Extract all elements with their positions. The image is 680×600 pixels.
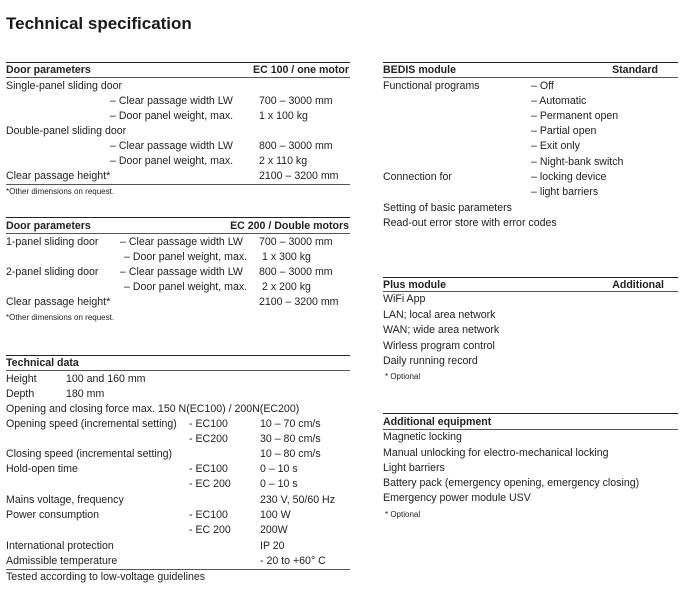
row-model: - EC 200 <box>189 478 231 490</box>
row-label: – Door panel weight, max. <box>110 155 234 167</box>
section-title: Additional equipment <box>383 416 492 428</box>
footnote: *Other dimensions on request. <box>6 313 115 322</box>
section-title: Door parameters <box>6 64 91 76</box>
section-header-rule <box>383 429 678 430</box>
list-item: – light barriers <box>531 186 599 198</box>
row-label: – Door panel weight, max. <box>110 110 234 122</box>
list-item: – Night-bank switch <box>531 156 624 168</box>
row-model: - EC100 <box>189 509 228 521</box>
row-label: Setting of basic parameters <box>383 202 512 214</box>
row-group-label: 2-panel sliding door <box>6 266 99 278</box>
row-model: - EC100 <box>189 463 228 475</box>
row-value: 230 V, 50/60 Hz <box>260 494 335 506</box>
row-label: – Clear passage width LW <box>120 236 243 248</box>
row-value: 10 – 70 cm/s <box>260 418 321 430</box>
footnote: *Other dimensions on request. <box>6 187 115 196</box>
row-label: Mains voltage, frequency <box>6 494 124 506</box>
row-label: – Door panel weight, max. <box>124 251 248 263</box>
list-item: WiFi App <box>383 293 426 305</box>
section-header-rule <box>6 77 350 78</box>
row-value: 10 – 80 cm/s <box>260 448 321 460</box>
section-header-rule <box>6 370 350 371</box>
row-label: Power consumption <box>6 509 100 521</box>
section-top-rule <box>6 355 350 356</box>
list-item: Manual unlocking for electro-mechanical locking <box>383 447 609 459</box>
section-header-rule <box>6 233 350 234</box>
row-label: Functional programs <box>383 80 480 92</box>
list-item: – Off <box>531 80 554 92</box>
row-value: 0 – 10 s <box>260 478 298 490</box>
row-value: 200W <box>260 524 288 536</box>
row-label: Clear passage height* <box>6 170 111 182</box>
row-label: – Clear passage width LW <box>120 266 243 278</box>
row-label: International protection <box>6 540 114 552</box>
section-top-rule <box>6 62 350 63</box>
row-value: - 20 to +60° C <box>260 555 326 567</box>
row-value: 2100 – 3200 mm <box>259 296 339 308</box>
row-value: IP 20 <box>260 540 285 552</box>
row-label: Admissible temperature <box>6 555 118 567</box>
row-label: – Clear passage width LW <box>110 95 233 107</box>
section-top-rule <box>383 62 678 63</box>
section-title: Technical data <box>6 357 79 369</box>
row-value: 1 x 100 kg <box>259 110 308 122</box>
tested-note: Tested according to low-voltage guidelines <box>6 571 206 583</box>
section-title: Plus module <box>383 279 446 291</box>
section-top-rule <box>383 413 678 414</box>
section-header-rule <box>383 291 678 292</box>
list-item: – Exit only <box>531 140 580 152</box>
section-title: BEDIS module <box>383 64 456 76</box>
row-value: 2100 – 3200 mm <box>259 170 339 182</box>
list-item: – Partial open <box>531 125 597 137</box>
row-label: Opening speed (incremental setting) <box>6 418 177 430</box>
row-value: 100 and 160 mm <box>66 373 146 385</box>
single-panel-label: Single-panel sliding door <box>6 80 123 92</box>
section-right-title: EC 200 / Double motors <box>230 220 349 232</box>
row-value: 700 – 3000 mm <box>259 236 333 248</box>
section-bottom-rule <box>6 569 350 570</box>
list-item: – locking device <box>531 171 607 183</box>
list-item: Light barriers <box>383 462 445 474</box>
row-value: 100 W <box>260 509 291 521</box>
row-value: 800 – 3000 mm <box>259 140 333 152</box>
section-right-title: Standard <box>612 64 658 76</box>
row-label: Depth <box>6 388 35 400</box>
page-title: Technical specification <box>6 14 192 33</box>
list-item: Battery pack (emergency opening, emergency closing) <box>383 477 640 489</box>
row-value: 0 – 10 s <box>260 463 298 475</box>
list-item: Emergency power module USV <box>383 492 531 504</box>
row-group-label: 1-panel sliding door <box>6 236 99 248</box>
row-label: Closing speed (incremental setting) <box>6 448 173 460</box>
section-right-title: EC 100 / one motor <box>253 64 349 76</box>
section-top-rule <box>383 277 678 278</box>
row-label: Height <box>6 373 37 385</box>
list-item: Daily running record <box>383 355 478 367</box>
row-model: - EC 200 <box>189 524 231 536</box>
list-item: – Permanent open <box>531 110 619 122</box>
row-label: Read-out error store with error codes <box>383 217 557 229</box>
footnote: * Optional <box>385 372 421 381</box>
section-top-rule <box>6 217 350 218</box>
row-label: Hold-open time <box>6 463 78 475</box>
row-value: 2 x 110 kg <box>259 155 308 167</box>
double-panel-label: Double-panel sliding door <box>6 125 127 137</box>
section-title: Door parameters <box>6 220 91 232</box>
list-item: LAN; local area network <box>383 309 496 321</box>
row-label: – Door panel weight, max. <box>124 281 248 293</box>
row-value: 1 x 300 kg <box>262 251 311 263</box>
list-item: – Automatic <box>531 95 587 107</box>
row-model: - EC100 <box>189 418 228 430</box>
row-model: - EC200 <box>189 433 228 445</box>
section-header-rule <box>383 77 678 78</box>
list-item: WAN; wide area network <box>383 324 500 336</box>
row-value: 2 x 200 kg <box>262 281 311 293</box>
section-bottom-rule <box>6 184 350 185</box>
list-item: Wirless program control <box>383 340 495 352</box>
footnote: * Optional <box>385 510 421 519</box>
section-right-title: Additional <box>612 279 664 291</box>
row-value: 180 mm <box>66 388 105 400</box>
row-label: Connection for <box>383 171 452 183</box>
list-item: Magnetic locking <box>383 431 462 443</box>
row-label: – Clear passage width LW <box>110 140 233 152</box>
row-value: 800 – 3000 mm <box>259 266 333 278</box>
row-label: Opening and closing force max. 150 N(EC100) / 200N(EC200) <box>6 403 300 415</box>
row-label: Clear passage height* <box>6 296 111 308</box>
row-value: 30 – 80 cm/s <box>260 433 321 445</box>
row-value: 700 – 3000 mm <box>259 95 333 107</box>
